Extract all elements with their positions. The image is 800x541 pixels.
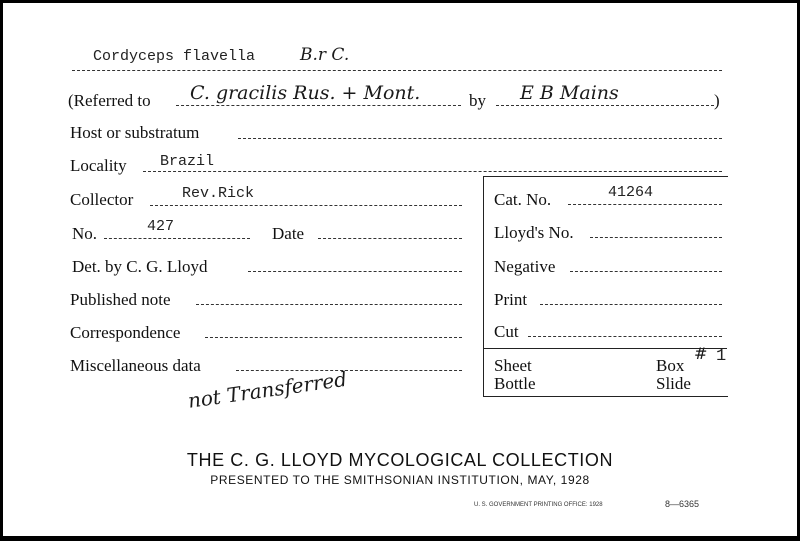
collector-line [150, 205, 462, 206]
lloyd-no-line [590, 237, 722, 238]
collection-subtitle: PRESENTED TO THE SMITHSONIAN INSTITUTION, MAY, 1928 [210, 473, 590, 487]
cat-no-line [568, 204, 722, 205]
scan-border-bottom [0, 536, 800, 541]
locality-value: Brazil [160, 153, 215, 170]
published-line [196, 304, 462, 305]
negative-label: Negative [494, 257, 556, 276]
published-label: Published note [70, 290, 171, 309]
det-label: Det. by C. G. Lloyd [72, 257, 208, 276]
host-label: Host or substratum [70, 123, 200, 142]
referred-name-handwritten: C. gracilis Rus. + Mont. [190, 82, 421, 104]
form-number: 8—6365 [665, 499, 700, 509]
cut-label: Cut [494, 322, 519, 341]
box-number-value: 1 [716, 347, 727, 366]
correspondence-line [205, 337, 462, 338]
bottle-label: Bottle [494, 374, 536, 393]
collector-value: Rev.Rick [182, 185, 255, 202]
species-line [72, 70, 722, 71]
species-name: Cordyceps flavella [93, 48, 256, 65]
cat-no-value: 41264 [608, 184, 654, 201]
number-line [104, 238, 250, 239]
handwritten-note: not Transferred [186, 366, 349, 413]
referred-line [176, 105, 461, 106]
referred-close-paren: ) [714, 91, 720, 110]
collector-label: Collector [70, 190, 134, 209]
correspondence-label: Correspondence [70, 323, 181, 342]
scan-border-top [0, 0, 800, 3]
det-line [248, 271, 462, 272]
cut-line [528, 336, 722, 337]
species-authority-handwritten: B.r C. [300, 45, 350, 65]
box-hash-handwritten: # [694, 344, 708, 363]
locality-label: Locality [70, 156, 127, 175]
number-label: No. [72, 224, 98, 243]
lloyd-no-label: Lloyd's No. [494, 223, 574, 242]
misc-label: Miscellaneous data [70, 356, 201, 375]
referred-label: (Referred to [68, 91, 151, 110]
negative-line [570, 271, 722, 272]
collection-title: THE C. G. LLOYD MYCOLOGICAL COLLECTION [186, 450, 614, 470]
referred-by-handwritten: E B Mains [520, 82, 619, 104]
referred-by-line [496, 105, 714, 106]
number-value: 427 [147, 218, 175, 235]
print-line [540, 304, 722, 305]
locality-line [143, 171, 722, 172]
date-line [318, 238, 462, 239]
host-line [238, 138, 722, 139]
slide-label: Slide [656, 374, 691, 393]
box-label: Box [656, 356, 685, 375]
cat-no-label: Cat. No. [494, 190, 552, 209]
referred-by-label: by [469, 91, 486, 110]
catalog-box-divider [483, 348, 727, 349]
print-label: Print [494, 290, 528, 309]
date-label: Date [272, 224, 305, 243]
misc-line [236, 370, 462, 371]
printer-imprint: U. S. GOVERNMENT PRINTING OFFICE: 1928 [474, 502, 603, 508]
sheet-label: Sheet [494, 356, 532, 375]
